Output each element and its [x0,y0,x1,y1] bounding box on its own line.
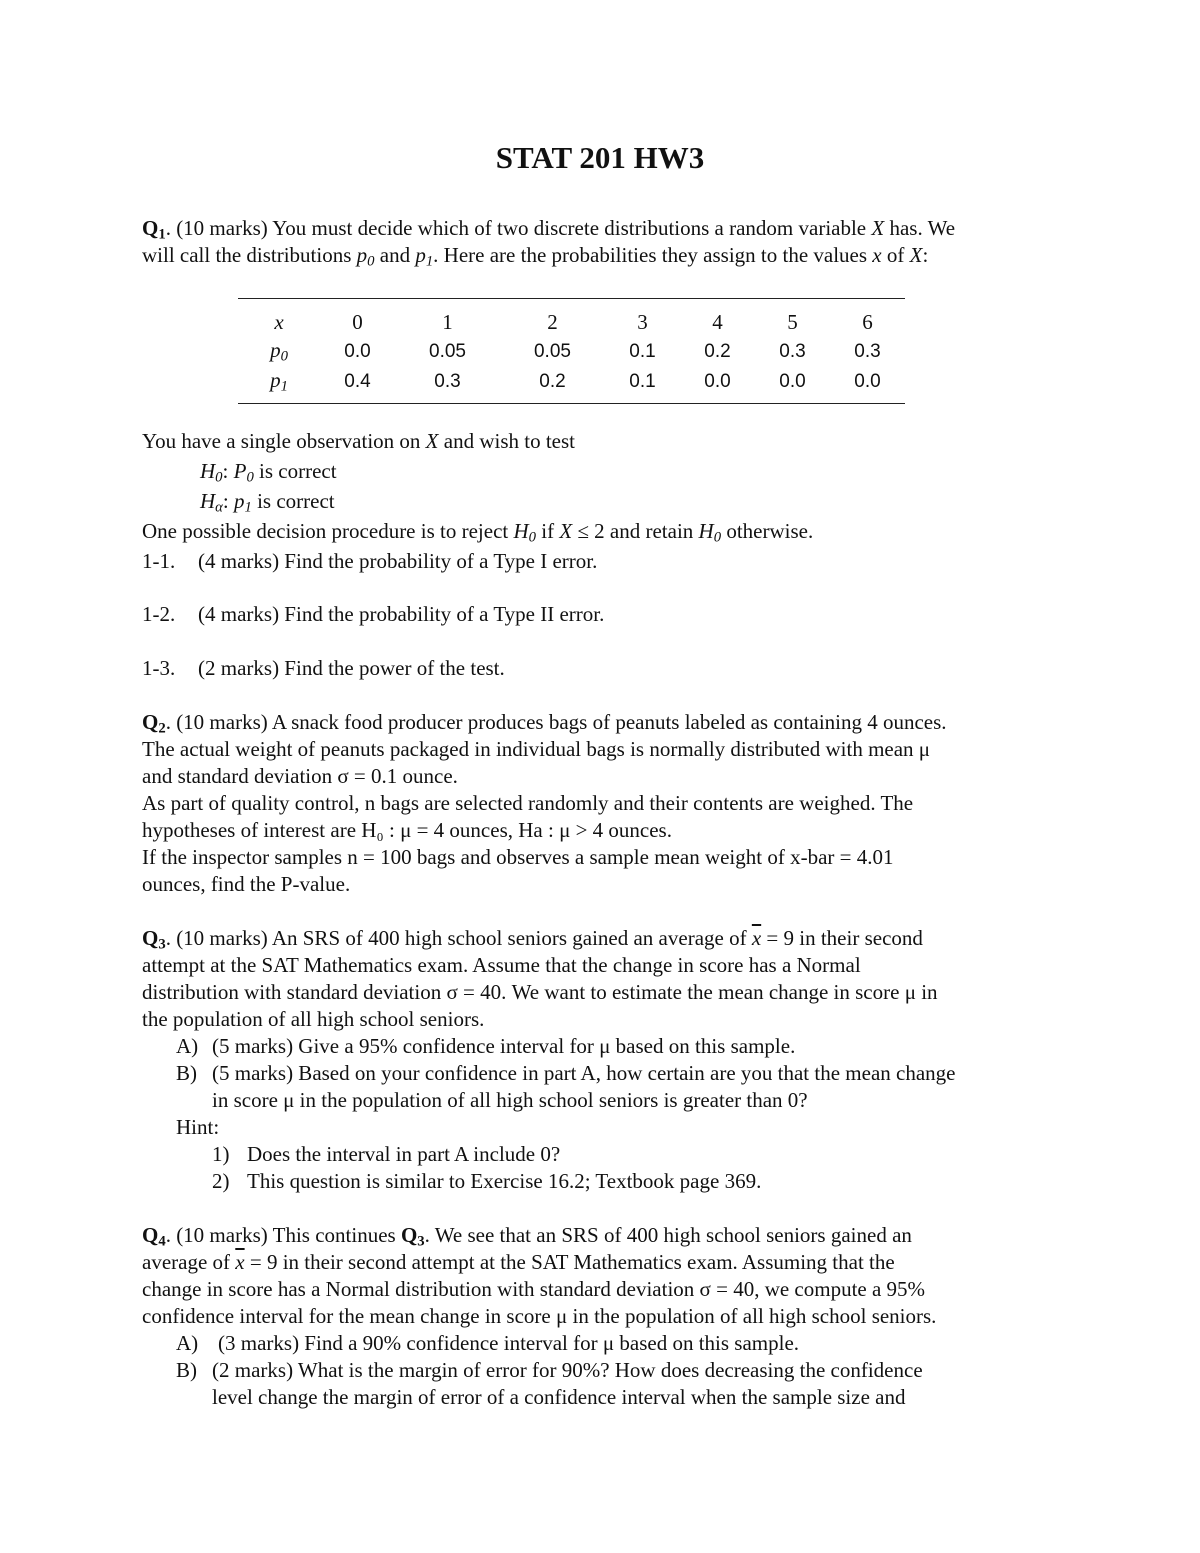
q1-intro-line: $Q_1$. (10 marks) You must decide which of two discrete distributions a random variable X has. We [142,216,956,243]
table-cell: 0.3 [779,341,806,362]
q1-part-2: 1-2. (4 marks) Find the probability of a Type II error. [142,602,605,626]
table-cell: 0.2 [539,371,566,392]
decision-procedure-line: One possible decision procedure is to reject $H_0$ if X ≤ 2 and retain $H_0$ otherwise. [142,519,814,546]
q2-line-2: The actual weight of peanuts packaged in individual bags is normally distributed with mean μ [142,737,931,761]
table-cell: 3 [637,309,648,334]
q2-line-6: If the inspector samples n = 100 bags and observes a sample mean weight of x-bar = 4.01 [142,845,894,869]
distribution-table [238,298,905,404]
x-bar-symbol: $\overline{x}$ [751,926,762,950]
table-cell: 1 [442,309,453,334]
table-cell: 0.0 [779,371,806,392]
table-cell: 0.3 [854,341,881,362]
page-title: STAT 201 HW3 [495,140,705,175]
table-cell: 2 [547,309,558,334]
table-cell: 0.1 [629,371,656,392]
q3-hint-2: 2) This question is similar to Exercise 16.2; Textbook page 369. [212,1169,762,1193]
q3-item-b: B) (5 marks) Based on your confidence in part A, how certain are you that the mean change [176,1061,956,1085]
table-row-label: $p_0$ [270,338,288,365]
q2-line-5: hypotheses of interest are H₀ : μ = 4 ounces, Ha : μ > 4 ounces. [142,818,672,842]
q1-label: $Q_1$ [142,216,166,243]
q3-line-2: attempt at the SAT Mathematics exam. Assume that the change in score has a Normal [142,953,861,977]
q2-line-4: As part of quality control, n bags are selected randomly and their contents are weighed. The [142,791,914,815]
table-cell: 0.2 [704,341,731,362]
q4-line-3: change in score has a Normal distribution with standard deviation σ = 40, we compute a 95% [142,1277,926,1301]
table-cell: 0.3 [434,371,461,392]
q4-line-4: confidence interval for the mean change in score μ in the population of all high school seniors. [142,1304,937,1328]
q3-line-3: distribution with standard deviation σ = 40. We want to estimate the mean change in score μ in [142,980,938,1004]
table-cell: 0.1 [629,341,656,362]
table-row [238,337,905,367]
q4-item-b: B) (2 marks) What is the margin of error for 90%? How does decreasing the confidence [176,1358,923,1382]
q3-label: $Q_3$ [142,926,166,953]
q3-item-b-continued: in score μ in the population of all high school seniors is greater than 0? [212,1088,808,1112]
q2-line-1: $Q_2$. (10 marks) A snack food producer produces bags of peanuts labeled as containing 4 ounces. [142,710,947,737]
q4-item-a: A) (3 marks) Find a 90% confidence interval for μ based on this sample. [176,1331,800,1355]
q4-line-2: average of $\overline{x} = 9$ in their second attempt at the SAT Mathematics exam. Assuming that the [142,1250,895,1274]
table-header-row [238,299,905,338]
table-cell: 0.0 [704,371,731,392]
q3-hint-1: 1) Does the interval in part A include 0? [212,1142,561,1166]
table-row-label: x [274,309,284,334]
table-cell: 4 [712,309,723,334]
table-row [238,367,905,404]
q2-line-7: ounces, find the P-value. [142,872,351,896]
table-cell: 0 [352,309,363,334]
table-cell: 0.05 [429,341,466,362]
alternative-hypothesis: $H_\alpha$: $p_1$ is correct [200,489,335,516]
table-row-label: $p_1$ [270,368,288,395]
table-cell: 0.0 [344,341,371,362]
q3-line-1: $Q_3$. (10 marks) An SRS of 400 high school seniors gained an average of $\overline{x} = 9$ in their second [142,926,923,953]
q4-line-1: $Q_4$. (10 marks) This continues $Q_3$. We see that an SRS of 400 high school seniors gained an [142,1223,912,1250]
q4-item-b-continued: level change the margin of error of a confidence interval when the sample size and [212,1385,906,1409]
table-cell: 0.4 [344,371,371,392]
null-hypothesis: $H_0$: $P_0$ is correct [200,459,337,486]
q2-line-3: and standard deviation σ = 0.1 ounce. [142,764,458,788]
q4-label: $Q_4$ [142,1223,166,1250]
q3-item-a: A) (5 marks) Give a 95% confidence interval for μ based on this sample. [176,1034,796,1058]
table-cell: 0.05 [533,341,571,362]
x-bar-symbol: $\overline{x}$ [235,1250,245,1274]
q3-hint-label: Hint: [176,1115,220,1139]
q1-part-3: 1-3. (2 marks) Find the power of the test. [142,656,505,680]
q2-label: $Q_2$ [142,710,166,737]
table-cell: 5 [787,309,798,334]
q1-intro-line-2: will call the distributions $p_0$ and $p_1$. Here are the probabilities they assign to the values x of X: [142,243,929,270]
q1-observation-line: You have a single observation on X and wish to test [142,429,575,453]
table-cell: 6 [862,309,873,334]
table-cell: 0.0 [854,371,881,392]
q1-part-1: 1-1. (4 marks) Find the probability of a Type I error. [142,549,598,573]
q3-line-4: the population of all high school seniors. [142,1007,485,1031]
